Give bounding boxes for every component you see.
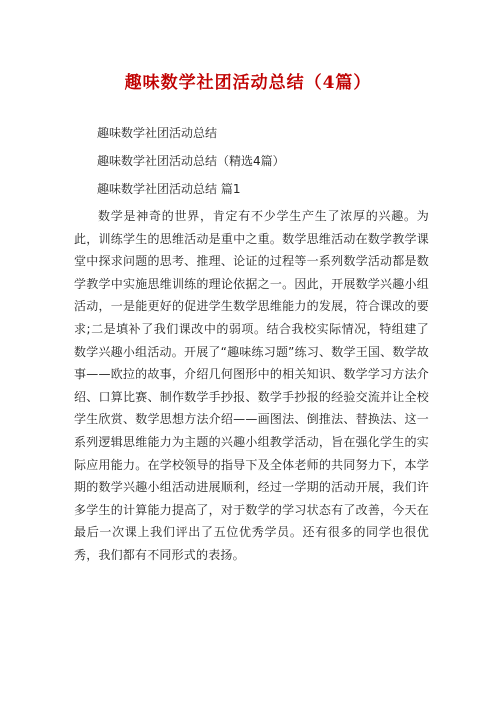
subtitle-line: 趣味数学社团活动总结 bbox=[97, 126, 218, 140]
document-title: 趣味数学社团活动总结（4篇） bbox=[124, 73, 372, 93]
subtitle-line: 趣味数学社团活动总结（精选4篇） bbox=[97, 154, 285, 168]
section-heading: 趣味数学社团活动总结 篇1 bbox=[97, 182, 241, 196]
body-paragraph: 数学是神奇的世界，肯定有不少学生产生了浓厚的兴趣。为此，训练学生的思维活动是重中之重。数学思维活动在数学教学课堂中探求问题的思考、推理、论证的过程等一系列数学活动都是数学教学中实施思维训练的理论依据之一。因此，开展数学兴趣小组活动，一是能更好的促进学生数学思维能力的发展，符合课改的要求;二是填补了我们课改中的弱项。结合我校实际情况，特组建了数学兴趣小组活动。开展了“趣味练习题”练习、数学王国、数学故事——欧拉的故事，介绍几何图形中的相关知识、数学学习方法介绍、口算比赛、制作数学手抄报、数学手抄报的经验交流并让全校学生欣赏、数学思想方法介绍——画图法、倒推法、替换法、这一系列逻辑思维能力为主题的兴趣小组教学活动，旨在强化学生的实际应用能力。在学校领导的指导下及全体老师的共同努力下，本学期的数学兴趣小组活动进展顺利，经过一学期的活动开展，我们许多学生的计算能力提高了，对于数学的学习状态有了改善，今天在最后一次课上我们评出了五位优秀学员。还有很多的同学也很优秀，我们都有不同形式的表扬。 bbox=[74, 209, 429, 562]
